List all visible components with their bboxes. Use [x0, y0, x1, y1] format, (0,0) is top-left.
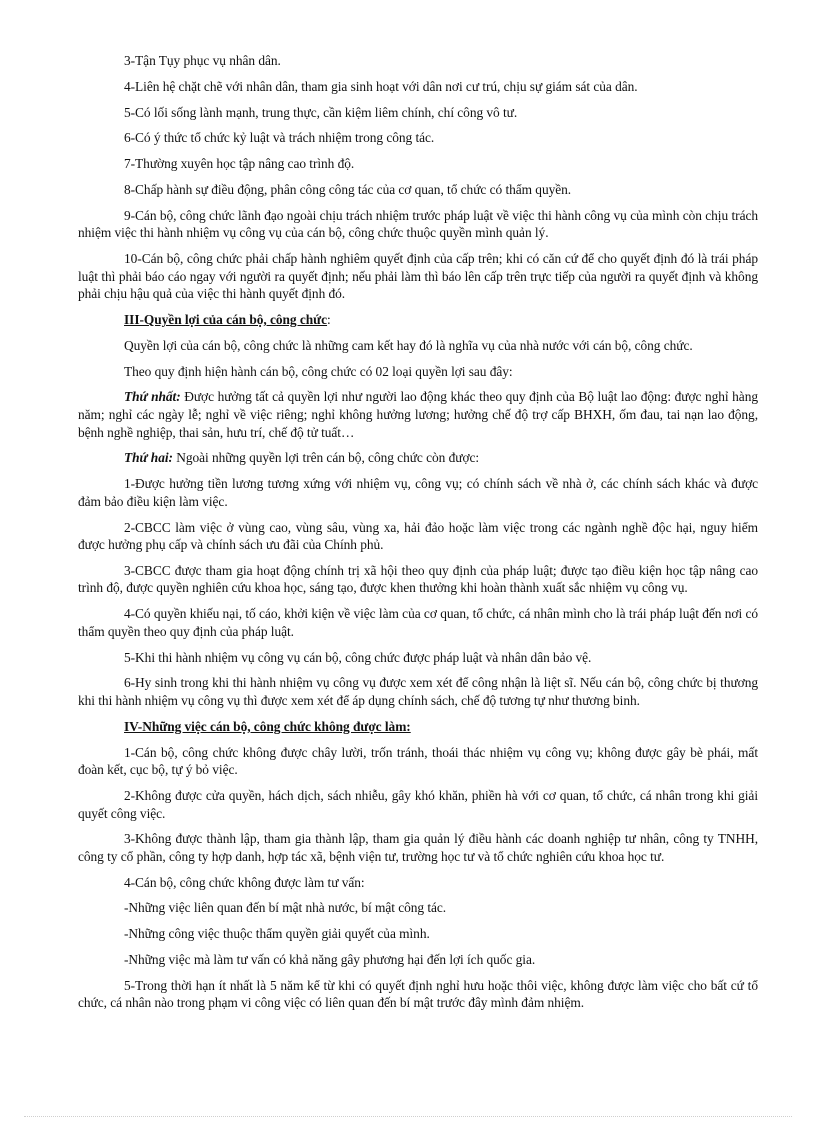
paragraph-text: 3-CBCC được tham gia hoạt động chính trị xã hội theo quy định của pháp luật; được tạo điều kiện học tập nâng cao trình độ, được quyền nghiên cứu khoa học, sáng tạo, được khen thưởng khi hoàn thành xuất sắc nhiệm vụ công vụ. — [78, 562, 758, 596]
paragraph-second-right — [78, 449, 758, 467]
paragraph-right-5 — [78, 649, 758, 667]
paragraph-right-1 — [78, 475, 758, 510]
paragraph-right-6 — [78, 674, 758, 709]
paragraph-right-2 — [78, 519, 758, 554]
paragraph-text: -Những việc liên quan đến bí mật nhà nước, bí mật công tác. — [124, 900, 447, 916]
paragraph-text: -Những việc mà làm tư vấn có khả năng gây phương hại đến lợi ích quốc gia. — [124, 952, 536, 968]
paragraph-text: 6-Có ý thức tổ chức kỷ luật và trách nhiệm trong công tác. — [124, 130, 435, 146]
paragraph-prohibition-1 — [78, 744, 758, 779]
section-title: IV-Những việc cán bộ, công chức không được làm: — [124, 718, 411, 734]
paragraph-text: Ngoài những quyền lợi trên cán bộ, công chức còn được: — [172, 450, 480, 466]
paragraph-text: 5-Khi thi hành nhiệm vụ công vụ cán bộ, công chức được pháp luật và nhân dân bảo vệ. — [124, 649, 592, 665]
paragraph-duty-7 — [78, 155, 758, 173]
paragraph-rights-types — [78, 363, 758, 381]
paragraph-text: Quyền lợi của cán bộ, công chức là những cam kết hay đó là nghĩa vụ của nhà nước với cán bộ, công chức. — [124, 337, 693, 353]
paragraph-rights-intro — [78, 337, 758, 355]
paragraph-text: 2-CBCC làm việc ở vùng cao, vùng sâu, vùng xa, hải đảo hoặc làm việc trong các ngành nghề độc hại, nguy hiểm được hưởng phụ cấp và chính sách ưu đãi của Chính phủ. — [78, 519, 758, 553]
document-body — [78, 52, 758, 1020]
lead-label: Thứ hai: — [124, 450, 173, 466]
section-heading-rights — [78, 311, 758, 329]
paragraph-duty-6 — [78, 129, 758, 147]
paragraph-text: 2-Không được cửa quyền, hách dịch, sách nhiễu, gây khó khăn, phiền hà với cơ quan, tổ chức, cá nhân trong khi giải quyết công việc. — [78, 787, 758, 821]
paragraph-text: 8-Chấp hành sự điều động, phân công công tác của cơ quan, tổ chức có thẩm quyền. — [124, 181, 572, 197]
paragraph-right-3 — [78, 562, 758, 597]
section-heading-prohibitions — [78, 718, 758, 736]
section-title-suffix: : — [327, 312, 331, 328]
paragraph-text: -Những công việc thuộc thẩm quyền giải quyết của mình. — [124, 926, 430, 942]
paragraph-text: 1-Được hưởng tiền lương tương xứng với nhiệm vụ, công vụ; có chính sách về nhà ở, các chính sách khác và được đảm bảo điều kiện làm việc. — [78, 476, 758, 509]
paragraph-text: 3-Tận Tụy phục vụ nhân dân. — [124, 53, 281, 68]
section-title: III-Quyền lợi của cán bộ, công chức — [124, 312, 328, 328]
paragraph-prohibition-5 — [78, 977, 758, 1012]
lead-label: Thứ nhất: — [124, 389, 181, 405]
paragraph-duty-9 — [78, 207, 758, 242]
paragraph-prohibition-4 — [78, 874, 758, 892]
paragraph-duty-4 — [78, 78, 758, 96]
paragraph-text: 5-Trong thời hạn ít nhất là 5 năm kể từ khi có quyết định nghỉ hưu hoặc thôi việc, không được làm việc cho bất cứ tổ chức, cá nhân nào trong phạm vi công việc có liên quan đến bí mật trước đây mình đảm nhiệm. — [78, 977, 758, 1011]
paragraph-text: 10-Cán bộ, công chức phải chấp hành nghiêm quyết định của cấp trên; khi có căn cứ để cho quyết định đó là trái pháp luật thì phải báo cáo ngay với người ra quyết định; nếu phải làm thì báo lên cấp trên trực tiếp của người ra quyết định và không phải chịu hậu quả của việc thi hành quyết định đó. — [78, 251, 758, 302]
paragraph-text: 3-Không được thành lập, tham gia thành lập, tham gia quản lý điều hành các doanh nghiệp tư nhân, công ty TNHH, công ty cổ phần, công ty hợp danh, hợp tác xã, bệnh viện tư, trường học tư và tổ chức nghiên cứu khoa học tư. — [78, 831, 758, 864]
paragraph-text: 4-Có quyền khiếu nại, tố cáo, khởi kiện về việc làm của cơ quan, tổ chức, cá nhân mình cho là trái pháp luật đến nơi có thẩm quyền theo quy định của pháp luật. — [78, 606, 758, 639]
paragraph-text: 1-Cán bộ, công chức không được chây lười, trốn tránh, thoái thác nhiệm vụ công vụ; không được gây bè phái, mất đoàn kết, cục bộ, tự ý bỏ việc. — [78, 744, 758, 778]
paragraph-prohibition-2 — [78, 787, 758, 822]
paragraph-first-right — [78, 388, 758, 441]
paragraph-text: Theo quy định hiện hành cán bộ, công chức có 02 loại quyền lợi sau đây: — [124, 363, 513, 379]
paragraph-text: 4-Liên hệ chặt chẽ với nhân dân, tham gia sinh hoạt với dân nơi cư trú, chịu sự giám sát của dân. — [124, 78, 638, 94]
paragraph-prohibition-4c — [78, 951, 758, 969]
paragraph-prohibition-3 — [78, 830, 758, 865]
paragraph-text: 9-Cán bộ, công chức lãnh đạo ngoài chịu trách nhiệm trước pháp luật về việc thi hành công vụ của mình còn chịu trách nhiệm việc thi hành nhiệm vụ công vụ của cán bộ, công chức thuộc quyền mình quản lý. — [78, 207, 758, 241]
paragraph-text: 4-Cán bộ, công chức không được làm tư vấn: — [124, 874, 365, 890]
paragraph-duty-10 — [78, 250, 758, 303]
page-bottom-divider — [24, 1116, 792, 1117]
paragraph-prohibition-4b — [78, 925, 758, 943]
paragraph-right-4 — [78, 605, 758, 640]
paragraph-text: Được hưởng tất cả quyền lợi như người lao động khác theo quy định của Bộ luật lao động: được nghỉ hàng năm; nghỉ các ngày lễ; nghỉ về việc riêng; nghỉ không hưởng lương; hưởng chế độ trợ cấp BHXH, ốm đau, tai nạn lao động, bệnh nghề nghiệp, thai sản, hưu trí, chế độ tử tuất… — [78, 389, 758, 440]
paragraph-duty-5 — [78, 104, 758, 122]
paragraph-text: 7-Thường xuyên học tập nâng cao trình độ. — [124, 156, 355, 172]
paragraph-duty-8 — [78, 181, 758, 199]
paragraph-text: 5-Có lối sống lành mạnh, trung thực, cần kiệm liêm chính, chí công vô tư. — [124, 104, 518, 120]
paragraph-prohibition-4a — [78, 899, 758, 917]
paragraph-text: 6-Hy sinh trong khi thi hành nhiệm vụ công vụ được xem xét để công nhận là liệt sĩ. Nếu cán bộ, công chức bị thương khi thi hành nhiệm vụ công vụ thì được xem xét để áp dụng chính sách, chế độ tương tự như thương binh. — [78, 675, 758, 708]
paragraph-duty-3 — [78, 52, 758, 70]
